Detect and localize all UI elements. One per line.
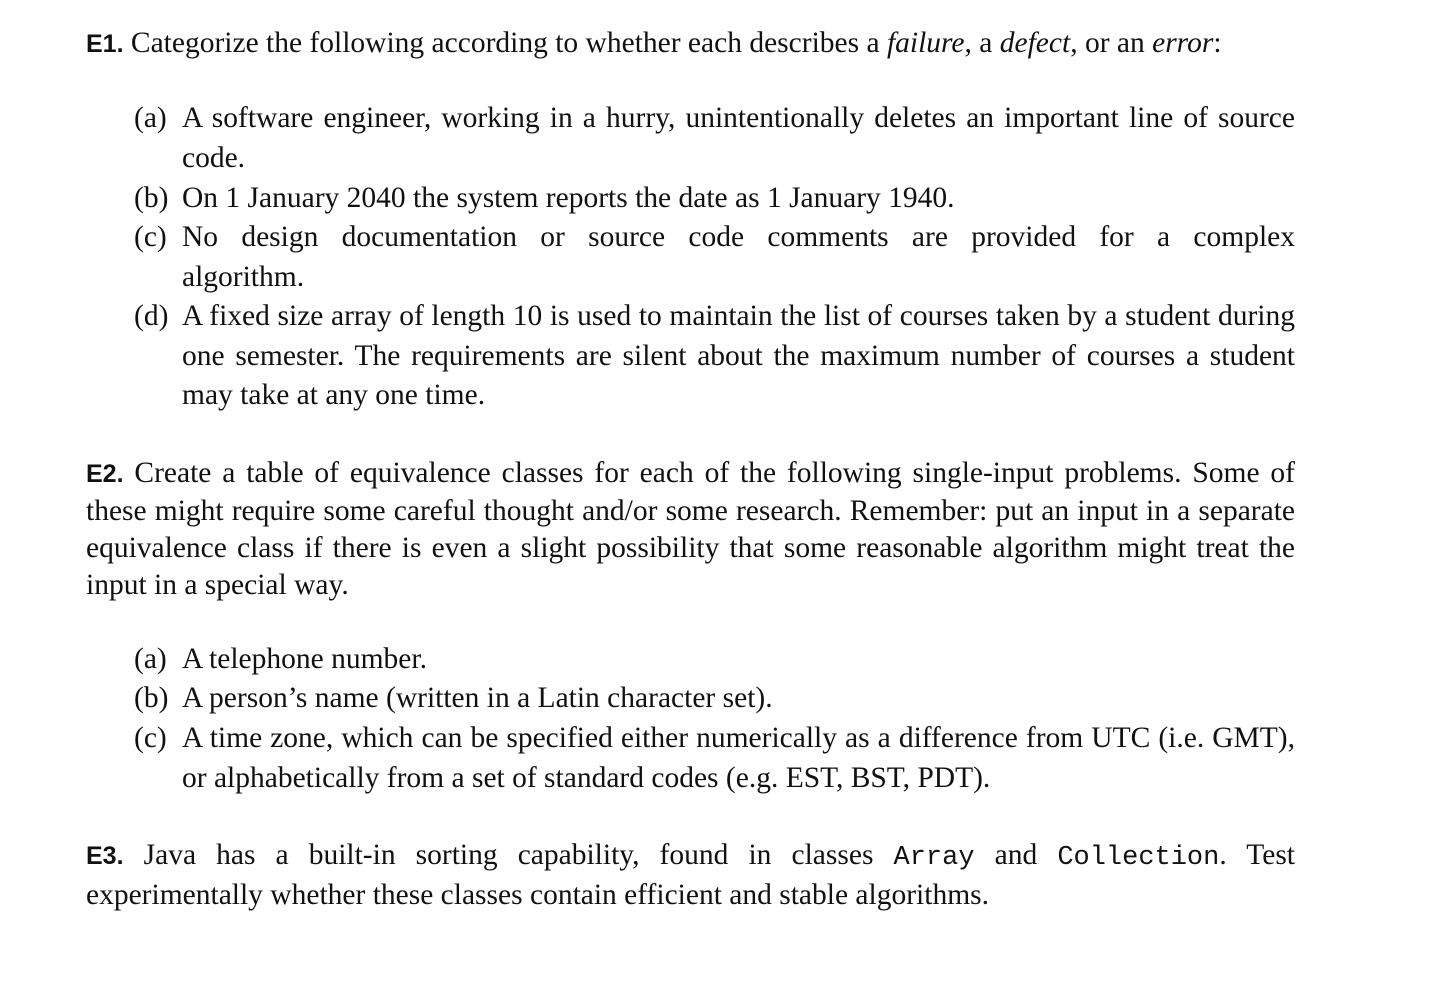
e1-item-d-marker: (d)	[134, 300, 169, 332]
e1-item-d	[134, 297, 1295, 416]
exercise-e2-intro	[86, 455, 1295, 604]
e1-item-b	[134, 179, 1295, 219]
code-array: Array	[893, 843, 975, 873]
term-error: error	[1152, 27, 1214, 59]
e1-item-c-marker: (c)	[134, 221, 167, 253]
e3-text-mid: and	[974, 839, 1058, 871]
e2-item-a-marker: (a)	[134, 643, 167, 675]
e1-item-a-marker: (a)	[134, 102, 167, 134]
exercise-e3-label: E3.	[86, 842, 124, 870]
e1-sep1: , a	[964, 27, 1000, 59]
e2-intro-text: Create a table of equivalence classes for each of the following single-input problems. Some of these might require some careful thought and/or some research. Remember: put an input in a separate equivalence class if there is even a slight possibility that some reasonable algorithm might treat the input in a special way.	[86, 457, 1295, 601]
e2-item-a-text: A telephone number.	[182, 643, 427, 675]
e1-sep2: , or an	[1070, 27, 1153, 59]
e3-text-pre: Java has a built-in sorting capability, found in classes	[123, 839, 894, 871]
exercise-e2-label: E2.	[86, 460, 124, 488]
e2-item-c	[134, 719, 1295, 798]
e1-item-d-text: A fixed size array of length 10 is used to maintain the list of courses taken by a student during one semester. The requirements are silent about the maximum number of courses a student may take at any one time.	[182, 300, 1295, 411]
exercise-e3	[86, 837, 1295, 914]
e1-intro-end: :	[1213, 27, 1222, 59]
e2-item-b-marker: (b)	[134, 682, 169, 714]
exercise-e1-label: E1.	[86, 30, 124, 58]
e1-item-c	[134, 218, 1295, 297]
e1-item-c-text: No design documentation or source code comments are provided for a complex algorithm.	[182, 221, 1295, 293]
e1-item-a	[134, 99, 1295, 178]
e3-text-post: . Test experimentally whether these classes contain efficient and stable algorithms.	[86, 839, 1296, 911]
e1-item-a-text: A software engineer, working in a hurry, unintentionally deletes an important line of source code.	[182, 102, 1295, 174]
e2-item-c-marker: (c)	[134, 722, 167, 754]
e1-intro-text: Categorize the following according to whether each describes a	[123, 27, 887, 59]
e2-item-b	[134, 679, 1295, 719]
e2-item-a	[134, 640, 1295, 680]
e1-item-b-marker: (b)	[134, 182, 169, 214]
code-collection: Collection	[1057, 843, 1220, 873]
e1-item-b-text: On 1 January 2040 the system reports the date as 1 January 1940.	[182, 182, 955, 214]
e2-item-b-text: A person’s name (written in a Latin character set).	[182, 682, 773, 714]
term-defect: defect	[999, 27, 1071, 59]
e2-item-c-text: A time zone, which can be specified either numerically as a difference from UTC (i.e. GMT), or alphabetically from a set of standard codes (e.g. EST, BST, PDT).	[182, 722, 1295, 794]
term-failure: failure	[886, 27, 965, 59]
exercise-e1-intro	[86, 25, 1295, 63]
